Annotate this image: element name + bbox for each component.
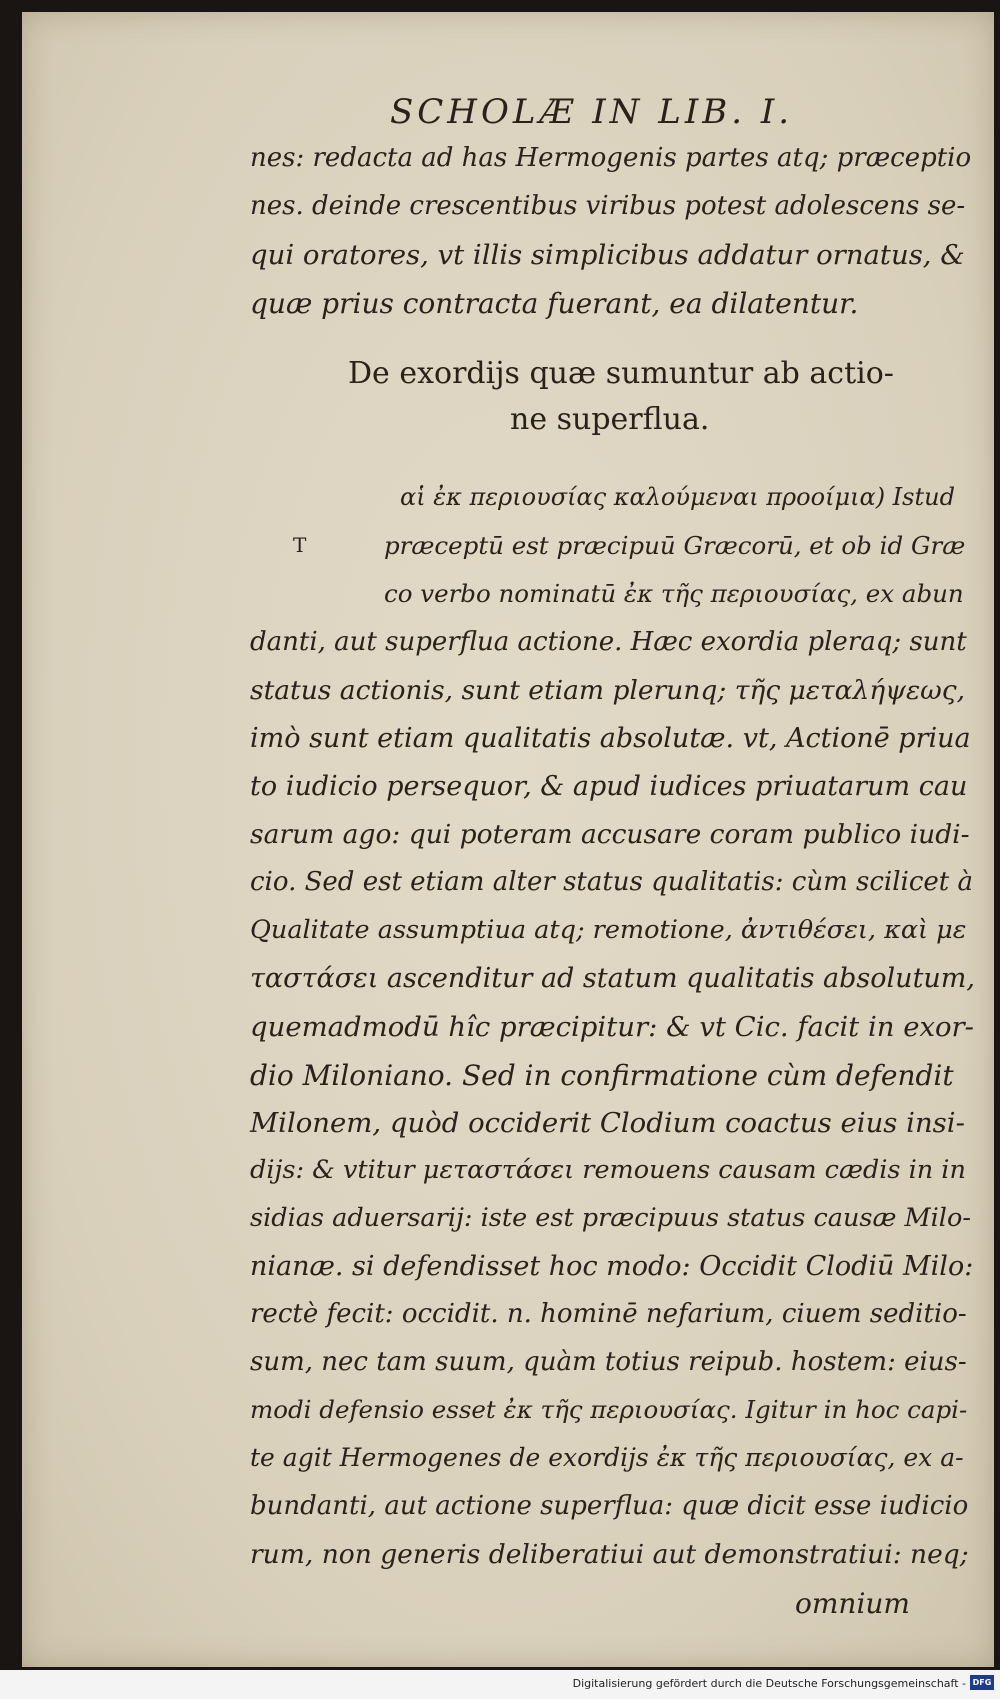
body-line: Qualitate assumptiua atq; remotione, ἀντιθέσει, καὶ με: [250, 915, 967, 945]
catchword: omnium: [795, 1587, 910, 1620]
intro-line: nes: redacta ad has Hermogenis partes atq; præceptio: [250, 143, 972, 173]
body-line: co verbo nominatū ἐκ τῆς περιουσίας, ex abun: [384, 579, 964, 608]
body-line: ταστάσει ascenditur ad statum qualitatis absolutum,: [250, 963, 975, 994]
body-line: sum, nec tam suum, quàm totius reipub. hostem: eius-: [250, 1347, 967, 1377]
body-line: danti, aut superflua actione. Hæc exordia pleraq; sunt: [250, 627, 967, 657]
body-line: nianæ. si defendisset hoc modo: Occidit Clodiū Milo:: [250, 1251, 974, 1282]
running-head: SCHOLÆ IN LIB. I.: [390, 92, 794, 132]
body-line: imò sunt etiam qualitatis absolutæ. vt, Actionē priua: [250, 723, 971, 754]
body-line: rectè fecit: occidit. n. hominē nefarium, ciuem seditio-: [250, 1299, 967, 1329]
body-line: quemadmodū hîc præcipitur: & vt Cic. facit in exor-: [250, 1011, 974, 1043]
body-line: sidias aduersarij: iste est præcipuus status causæ Milo-: [250, 1203, 971, 1233]
dfg-logo: DFG: [970, 1675, 994, 1690]
body-line: dio Miloniano. Sed in confirmatione cùm defendit: [250, 1059, 954, 1092]
body-line: cio. Sed est etiam alter status qualitatis: cùm scilicet à: [250, 867, 973, 897]
body-line: te agit Hermogenes de exordijs ἐκ τῆς περιουσίας, ex a-: [250, 1443, 964, 1472]
section-heading-line: ne superflua.: [510, 402, 710, 437]
intro-line: nes. deinde crescentibus viribus potest adolescens se-: [250, 191, 966, 221]
body-line: rum, non generis deliberatiui aut demonstratiui: neq;: [250, 1539, 969, 1570]
body-line: sarum ago: qui poteram accusare coram publico iudi-: [250, 819, 970, 850]
body-line: to iudicio persequor, & apud iudices priuatarum cau: [250, 771, 968, 802]
digitization-credit: Digitalisierung gefördert durch die Deutsche Forschungsgemeinschaft -: [572, 1677, 966, 1690]
intro-line: qui oratores, vt illis simplicibus addatur ornatus, &: [250, 239, 965, 271]
body-line: Milonem, quòd occiderit Clodium coactus eius insi-: [250, 1107, 965, 1139]
body-line: bundanti, aut actione superflua: quæ dicit esse iudicio: [250, 1491, 969, 1521]
body-line: status actionis, sunt etiam plerunq; τῆς μεταλήψεως,: [250, 675, 966, 706]
body-line: præceptū est præcipuū Græcorū, et ob id Græ: [384, 531, 966, 560]
margin-mark: T: [293, 533, 307, 557]
body-line: dijs: & vtitur μεταστάσει remouens causam cædis in in: [250, 1155, 966, 1185]
section-heading-line: De exordijs quæ sumuntur ab actio-: [348, 356, 894, 391]
body-line: αἱ ἐκ περιουσίας καλούμεναι προοίμια) Istud: [400, 483, 955, 511]
intro-line: quæ prius contracta fuerant, ea dilatentur.: [250, 287, 859, 320]
body-line: modi defensio esset ἐκ τῆς περιουσίας. Igitur in hoc capi-: [250, 1395, 968, 1424]
